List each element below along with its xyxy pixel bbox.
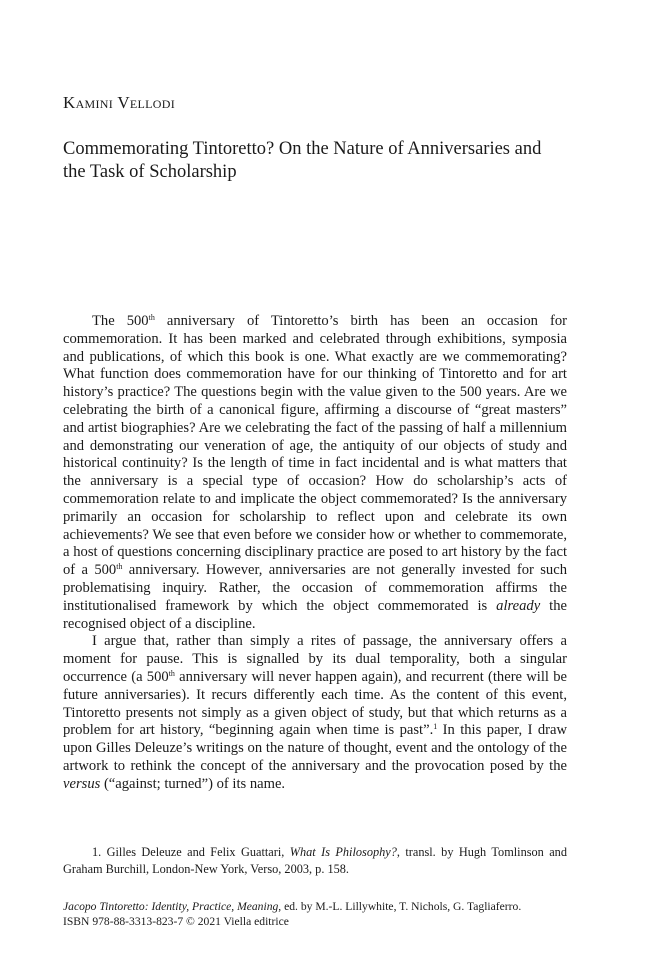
emphasis: already: [496, 597, 541, 614]
footnote-1: [63, 844, 567, 877]
text-span: anniversary of Tintoretto’s birth has been an occasion for commemoration. It has been marked and celebrated through exhibitions, symposia and publications, of which this book is one. What exactly are we commemorating? What function does commemoration have for our thinking of Tintoretto and for art history’s practice? The questions begin with the value given to the 500 years. Are we celebrating the birth of a canonical figure, affirming a discourse of “great masters” and artist biographies? Are we celebrating the fact of the passing of half a millennium and demonstrating our veneration of age, the antiquity of our objects of study and historical continuity? Is the length of time in fact incidental and is what matters that the anniversary is a special type of occasion? How do scholarship’s acts of commemoration relate to and implicate the object commemorated? Is the anniversary primarily an occasion for scholarship to reflect upon and celebrate its own achievements? We see that even before we consider how or whether to commemorate, a host of questions concerning disciplinary practice are posed to art history by the fact of a 500: [63, 313, 568, 579]
text-span: anniversary. However, anniversaries are not generally invested for such problematising inquiry. Rather, the occasion of commemoration affirms the institutionalised framework by which the object commemorated is: [63, 562, 567, 614]
footnote-reference[interactable]: 1: [433, 722, 438, 732]
text-span: anniversary will never happen again), and recurrent (there will be future anniversaries). It recurs differently each time. As the content of this event, Tintoretto presents not simply as a given object of study, but that which returns as a problem for art history, “beginning again when time is past”.: [63, 668, 567, 739]
emphasis: versus: [63, 775, 101, 792]
text-span: , transl. by Hugh Tomlinson and Graham Burchill, London-New York, Verso, 2003, p. 158.: [63, 845, 567, 876]
ordinal-superscript: th: [116, 562, 123, 572]
isbn-line: ISBN 978-88-3313-823-7 © 2021 Viella editrice: [63, 914, 289, 928]
paragraph-2: [63, 633, 567, 793]
article-title: Commemorating Tintoretto? On the Nature of Anniversaries and the Task of Scholarship: [63, 139, 542, 182]
article-body: [63, 313, 567, 794]
text-span: the recognised object of a discipline.: [63, 597, 567, 632]
text-span: 1. Gilles Deleuze and Felix Guattari,: [92, 845, 290, 859]
imprint-citation: [63, 900, 583, 915]
text-span: The 500: [92, 313, 149, 329]
author-name: Kamini Vellodi: [63, 93, 176, 112]
footnote: [63, 844, 567, 877]
imprint: [63, 900, 583, 929]
ordinal-superscript: th: [148, 313, 155, 322]
ordinal-superscript: th: [168, 668, 175, 678]
editors: , ed. by M.-L. Lillywhite, T. Nichols, G. Tagliaferro.: [278, 900, 522, 913]
text-span: In this paper, I draw upon Gilles Deleuze’s writings on the nature of thought, event and the ontology of the artwork to rethink the concept of the anniversary and the provocation posed by the: [63, 722, 567, 774]
text-span: I argue that, rather than simply a rites of passage, the anniversary offers a moment for pause. This is signalled by its dual temporality, both a singular occurrence (a 500: [63, 633, 567, 685]
cited-title: What Is Philosophy?: [289, 845, 397, 859]
paragraph-1: [63, 313, 567, 633]
book-title: Jacopo Tintoretto: Identity, Practice, Meaning: [63, 900, 279, 913]
text-span: (“against; turned”) of its name.: [100, 775, 286, 792]
